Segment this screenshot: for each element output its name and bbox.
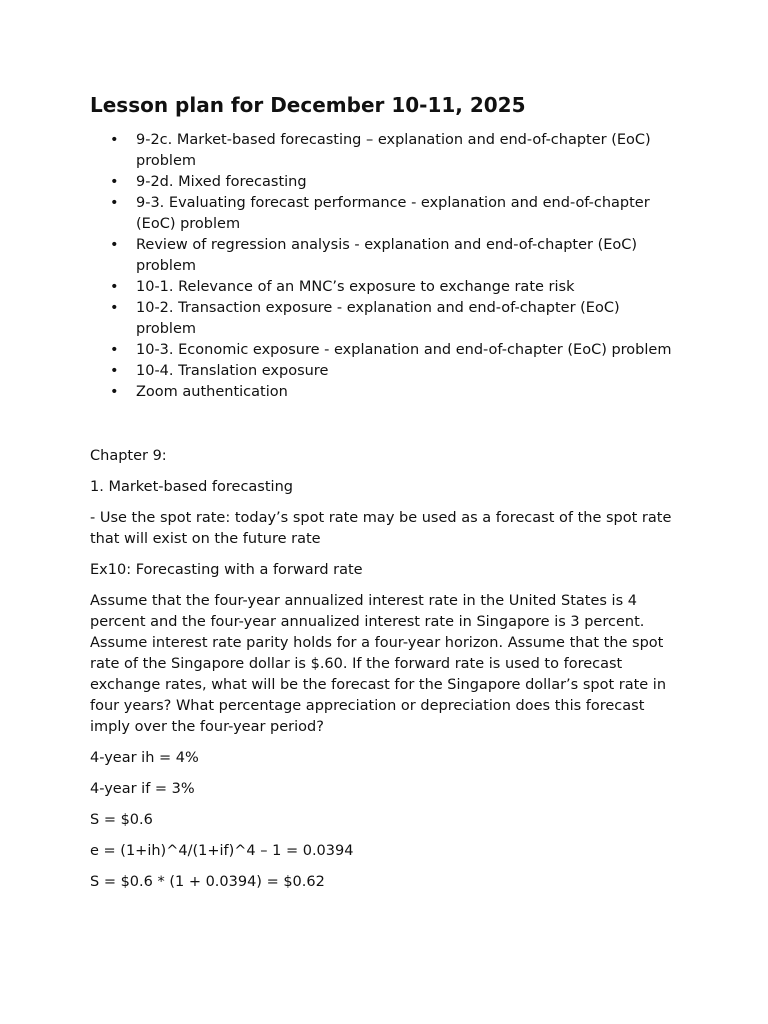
bullet-icon: • — [110, 132, 119, 148]
exercise-title: Ex10: Forecasting with a forward rate — [90, 562, 363, 578]
bullet-icon: • — [110, 195, 119, 211]
list-item-text: 9-2d. Mixed forecasting — [136, 174, 307, 190]
section-subheading: 1. Market-based forecasting — [90, 479, 293, 495]
bullet-icon: • — [110, 384, 119, 400]
list-item-text: 9-3. Evaluating forecast performance - explanation and end-of-chapter (EoC) problem — [136, 195, 650, 232]
bullet-icon: • — [110, 237, 119, 253]
list-item — [90, 340, 680, 361]
list-item-text: 10-4. Translation exposure — [136, 363, 329, 379]
list-item — [90, 235, 680, 277]
list-item — [90, 130, 680, 172]
bullet-icon: • — [110, 342, 119, 358]
work-line: S = $0.6 — [90, 812, 153, 828]
work-line: 4-year if = 3% — [90, 781, 195, 797]
list-item-text: 9-2c. Market-based forecasting – explanation and end-of-chapter (EoC) problem — [136, 132, 651, 169]
work-line: e = (1+ih)^4/(1+if)^4 – 1 = 0.0394 — [90, 843, 354, 859]
chapter-heading: Chapter 9: — [90, 448, 167, 464]
spot-rate-note: - Use the spot rate: today’s spot rate may be used as a forecast of the spot rate that will exist on the future rate — [90, 510, 672, 547]
chapter-section — [90, 446, 680, 893]
bullet-icon: • — [110, 300, 119, 316]
list-item — [90, 361, 680, 382]
bullet-icon: • — [110, 174, 119, 190]
list-item-text: Review of regression analysis - explanation and end-of-chapter (EoC) problem — [136, 237, 638, 274]
lesson-plan-list — [90, 130, 680, 403]
list-item — [90, 382, 680, 403]
list-item-text: 10-3. Economic exposure - explanation and end-of-chapter (EoC) problem — [136, 342, 672, 358]
list-item-text: 10-1. Relevance of an MNC’s exposure to exchange rate risk — [136, 279, 575, 295]
exercise-text: Assume that the four-year annualized interest rate in the United States is 4 percent and the four-year annualized interest rate in Singapore is 3 percent. Assume interest rate parity holds for a four-year horizon. Assume that the spot rate of the Singapore dollar is $.60. If the forward rate is used to forecast exchange rates, what will be the forecast for the Singapore dollar’s spot rate in four years? What percentage appreciation or depreciation does this forecast imply over the four-year period? — [90, 593, 667, 735]
work-line: S = $0.6 * (1 + 0.0394) = $0.62 — [90, 874, 325, 890]
list-item — [90, 277, 680, 298]
bullet-icon: • — [110, 279, 119, 295]
page-title: Lesson plan for December 10-11, 2025 — [90, 93, 526, 117]
list-item-text: Zoom authentication — [136, 384, 288, 400]
bullet-icon: • — [110, 363, 119, 379]
list-item-text: 10-2. Transaction exposure - explanation and end-of-chapter (EoC) problem — [136, 300, 620, 337]
list-item — [90, 193, 680, 235]
work-line: 4-year ih = 4% — [90, 750, 199, 766]
list-item — [90, 172, 680, 193]
document-page — [90, 92, 680, 903]
list-item — [90, 298, 680, 340]
